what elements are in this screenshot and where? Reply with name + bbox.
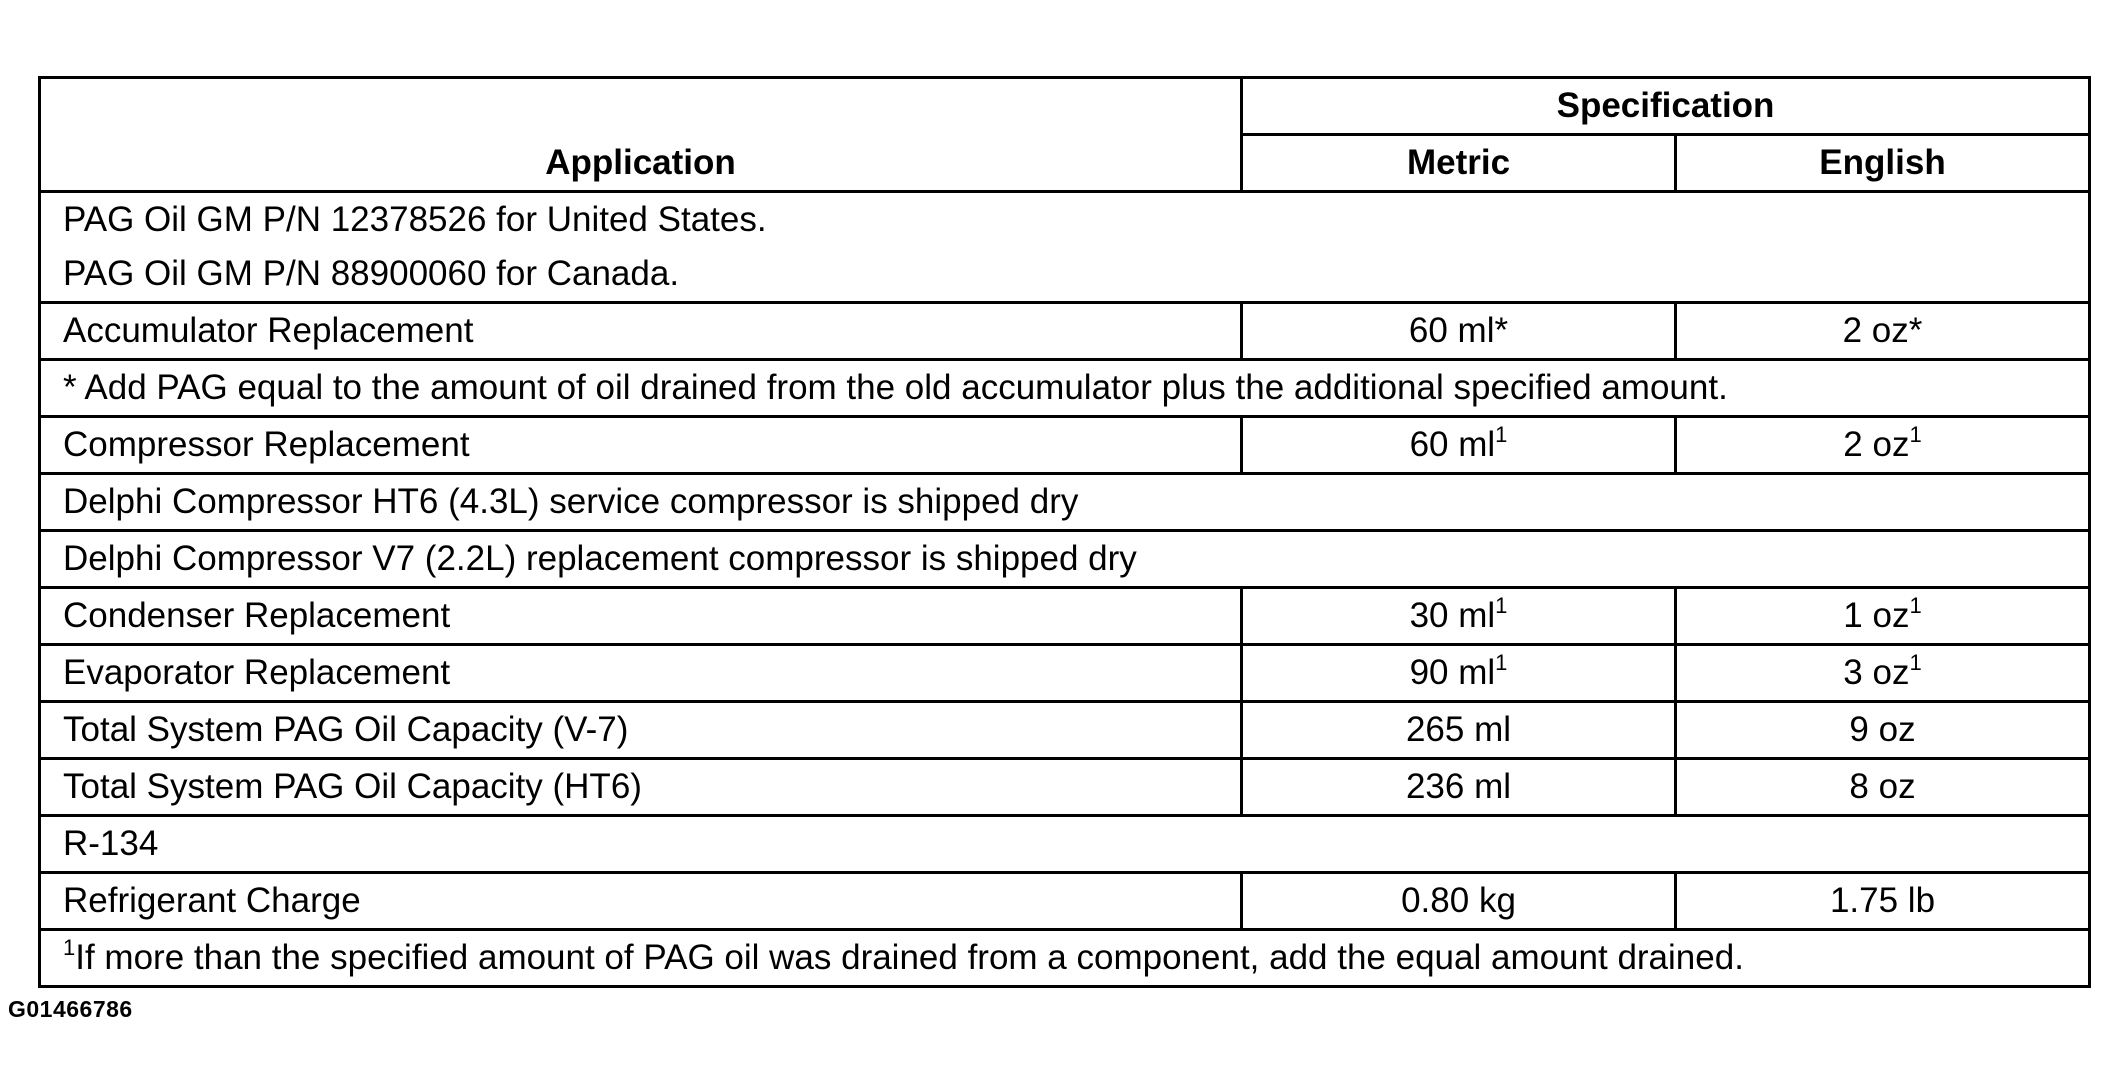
metric-cell: 265 ml (1242, 702, 1676, 759)
table-row-refrigerant (40, 873, 2090, 930)
delphi-ht6-note: Delphi Compressor HT6 (4.3L) service compressor is shipped dry (40, 474, 2090, 531)
application-header: Application (40, 78, 1242, 192)
footnote-marker: 1 (1495, 422, 1508, 447)
table-row-total-ht6 (40, 759, 2090, 816)
footnote-text: If more than the specified amount of PAG oil was drained from a component, add the equal amount drained. (75, 938, 1744, 977)
header-row-top (40, 78, 2090, 135)
table-row-delphi-v7 (40, 531, 2090, 588)
footnote-marker: 1 (1909, 650, 1922, 675)
application-cell: Total System PAG Oil Capacity (HT6) (40, 759, 1242, 816)
r134-heading: R-134 (40, 816, 2090, 873)
table-row-accumulator-note (40, 360, 2090, 417)
metric-cell (1242, 588, 1676, 645)
table-row-accumulator (40, 303, 2090, 360)
metric-cell: 60 ml* (1242, 303, 1676, 360)
metric-value: 30 ml (1409, 596, 1496, 635)
application-cell: Accumulator Replacement (40, 303, 1242, 360)
metric-value: 60 ml (1409, 425, 1496, 464)
english-cell (1676, 588, 2090, 645)
footnote-marker: 1 (1495, 593, 1508, 618)
table-row-evaporator (40, 645, 2090, 702)
english-cell: 9 oz (1676, 702, 2090, 759)
application-cell: Refrigerant Charge (40, 873, 1242, 930)
table-row-total-v7 (40, 702, 2090, 759)
footnote-marker: 1 (1909, 593, 1922, 618)
english-cell: 8 oz (1676, 759, 2090, 816)
table-row-pag-oil (40, 192, 2090, 303)
specification-table (38, 76, 2091, 988)
application-cell: Condenser Replacement (40, 588, 1242, 645)
english-value: 1 oz (1843, 596, 1910, 635)
specification-header: Specification (1242, 78, 2090, 135)
footnote-marker: 1 (63, 935, 76, 960)
english-value: 3 oz (1843, 653, 1910, 692)
english-cell (1676, 645, 2090, 702)
table-row-compressor (40, 417, 2090, 474)
application-cell: Compressor Replacement (40, 417, 1242, 474)
pag-oil-canada: PAG Oil GM P/N 88900060 for Canada. (63, 254, 680, 293)
metric-header: Metric (1242, 135, 1676, 192)
pag-oil-us: PAG Oil GM P/N 12378526 for United States. (63, 200, 767, 239)
table-row-delphi-ht6 (40, 474, 2090, 531)
pag-oil-cell (40, 192, 2090, 303)
metric-cell (1242, 645, 1676, 702)
english-header: English (1676, 135, 2090, 192)
english-cell: 2 oz* (1676, 303, 2090, 360)
metric-cell: 0.80 kg (1242, 873, 1676, 930)
english-cell: 1.75 lb (1676, 873, 2090, 930)
delphi-v7-note: Delphi Compressor V7 (2.2L) replacement compressor is shipped dry (40, 531, 2090, 588)
application-cell: Total System PAG Oil Capacity (V-7) (40, 702, 1242, 759)
table-row-condenser (40, 588, 2090, 645)
footnote-marker: 1 (1909, 422, 1922, 447)
footnote-marker: 1 (1495, 650, 1508, 675)
metric-cell: 236 ml (1242, 759, 1676, 816)
metric-value: 90 ml (1409, 653, 1496, 692)
accumulator-note: * Add PAG equal to the amount of oil drained from the old accumulator plus the additional specified amount. (40, 360, 2090, 417)
english-value: 2 oz (1843, 425, 1910, 464)
table-row-footnote (40, 930, 2090, 987)
footnote-cell (40, 930, 2090, 987)
application-cell: Evaporator Replacement (40, 645, 1242, 702)
figure-id: G01466786 (8, 996, 133, 1022)
table-row-r134 (40, 816, 2090, 873)
english-cell (1676, 417, 2090, 474)
metric-cell (1242, 417, 1676, 474)
